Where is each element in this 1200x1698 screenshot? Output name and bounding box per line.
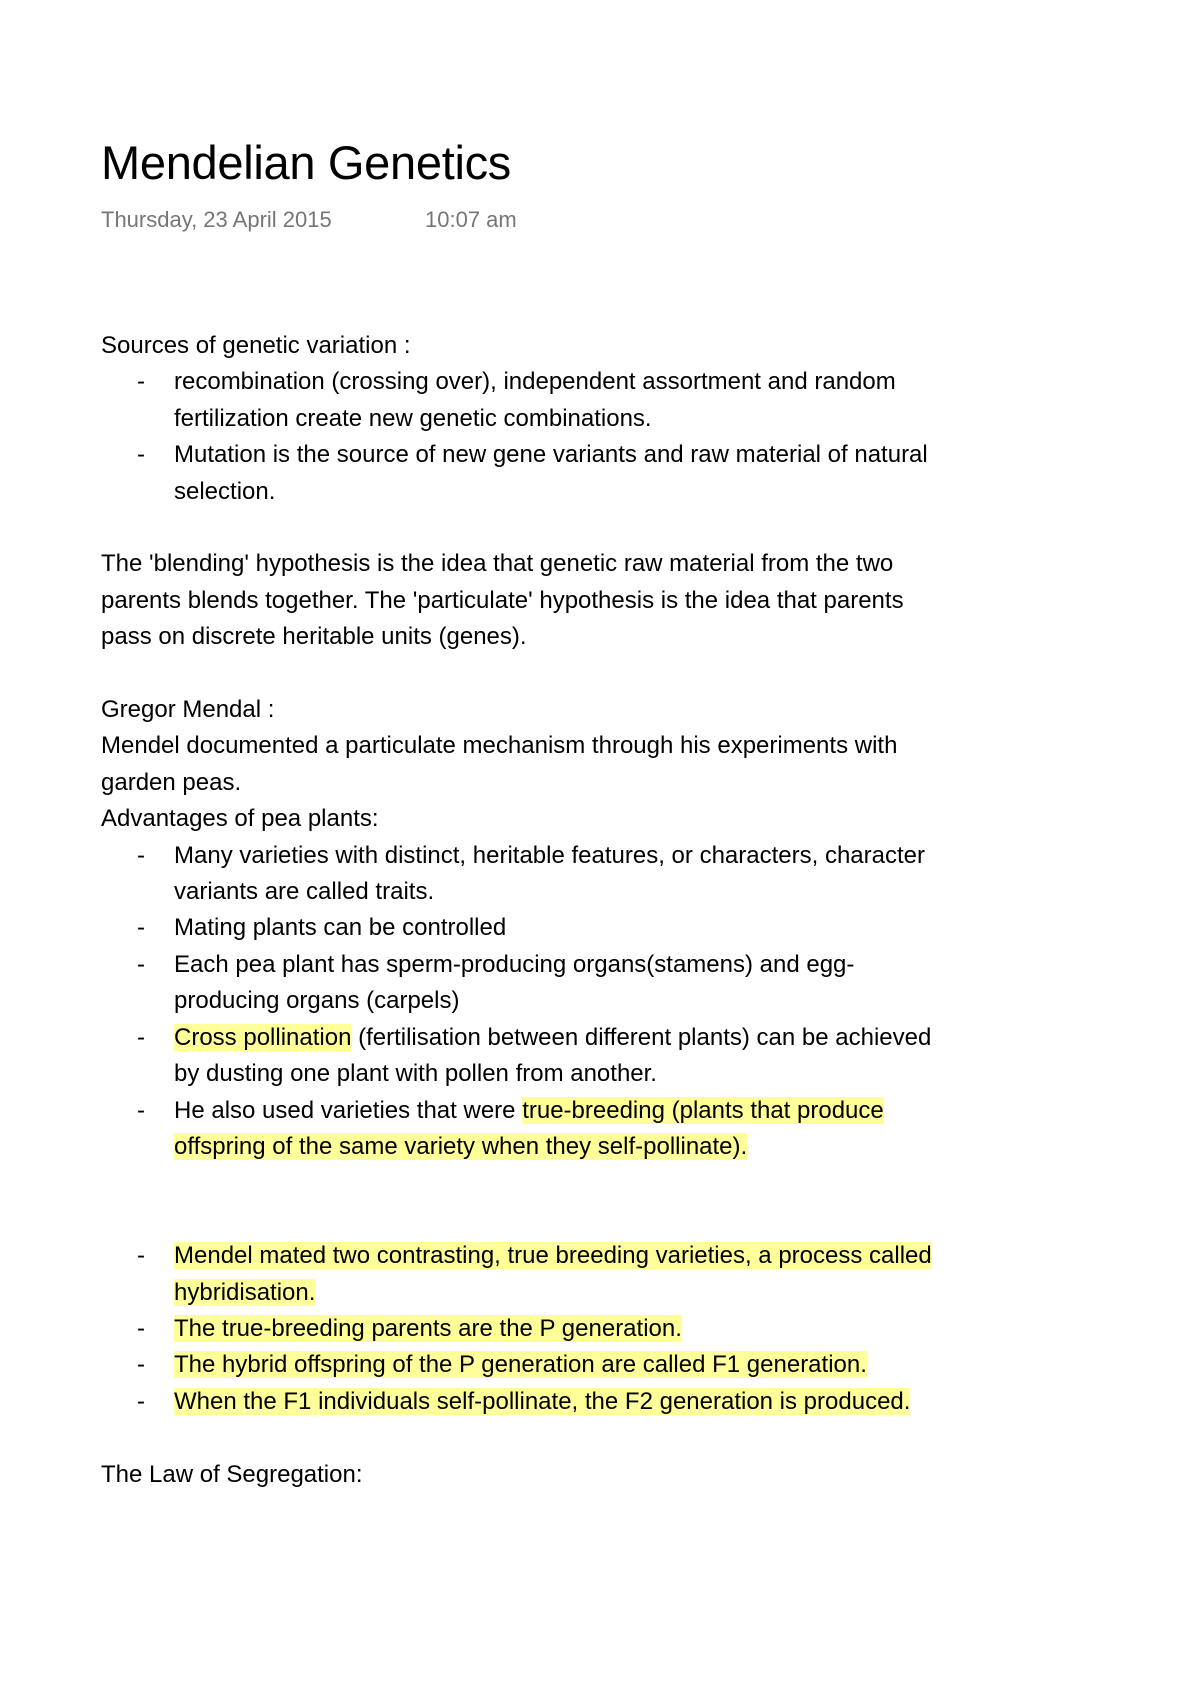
list-item — [101, 1238, 941, 1311]
bullet-dash: - — [137, 1314, 145, 1342]
highlighted-text: Cross pollination — [174, 1023, 352, 1051]
note-time: 10:07 am — [425, 207, 517, 232]
highlighted-text: Mendel mated two contrasting, true breeding varieties, a process called hybridisation. — [174, 1242, 932, 1306]
list-item — [101, 1311, 941, 1347]
bullet-dash: - — [137, 841, 145, 869]
mendel-heading: Gregor Mendal : — [101, 696, 275, 724]
list-item: - Each pea plant has sperm-producing organs(stamens) and egg-producing organs (carpels) — [101, 947, 941, 1020]
bullet-dash: - — [137, 950, 145, 978]
note-body — [101, 328, 941, 1493]
sources-list — [101, 364, 941, 510]
advantages-list — [101, 838, 941, 1166]
bullet-dash: - — [137, 368, 145, 396]
highlighted-text: The hybrid offspring of the P generation are called F1 generation. — [174, 1351, 867, 1379]
note-date: Thursday, 23 April 2015 — [101, 207, 332, 232]
bullet-dash: - — [137, 1351, 145, 1379]
bullet-dash: - — [137, 1096, 145, 1124]
bullet-dash: - — [137, 1023, 145, 1051]
highlighted-text: When the F1 individuals self-pollinate, the F2 generation is produced. — [174, 1387, 911, 1415]
list-item: - Mating plants can be controlled — [101, 910, 941, 946]
list-item: - Mutation is the source of new gene variants and raw material of natural selection. — [101, 437, 941, 510]
highlighted-text: The true-breeding parents are the P generation. — [174, 1314, 682, 1342]
advantages-heading: Advantages of pea plants: — [101, 805, 379, 833]
sources-heading: Sources of genetic variation : — [101, 332, 411, 359]
list-item: - Cross pollination (fertilisation between different plants) can be achieved by dusting one plant with pollen from another. — [101, 1020, 941, 1093]
list-item — [101, 1347, 941, 1383]
segregation-heading: The Law of Segregation: — [101, 1460, 363, 1488]
list-item — [101, 1384, 941, 1420]
highlighted-text: true-breeding (plants that produce offspring of the same variety when they self-pollinate). — [174, 1096, 884, 1160]
page-title: Mendelian Genetics — [101, 136, 512, 189]
list-item: - Many varieties with distinct, heritable features, or characters, character variants are called traits. — [101, 838, 941, 911]
note-timestamp — [101, 205, 517, 235]
bullet-dash: - — [137, 1242, 145, 1270]
bullet-dash: - — [137, 914, 145, 942]
bullet-dash: - — [137, 441, 145, 469]
list-item: - He also used varieties that were true-breeding (plants that produce offspring of the same variety when they self-pollinate). — [101, 1093, 941, 1166]
list-item: - recombination (crossing over), independent assortment and random fertilization create new genetic combinations. — [101, 364, 941, 437]
hybrid-list — [101, 1238, 941, 1420]
blending-paragraph: The 'blending' hypothesis is the idea that genetic raw material from the two parents blends together. The 'particulate' hypothesis is the idea that parents pass on discrete heritable units (genes). — [101, 550, 904, 651]
mendel-paragraph: Mendel documented a particulate mechanism through his experiments with garden peas. — [101, 732, 898, 796]
bullet-dash: - — [137, 1387, 145, 1415]
